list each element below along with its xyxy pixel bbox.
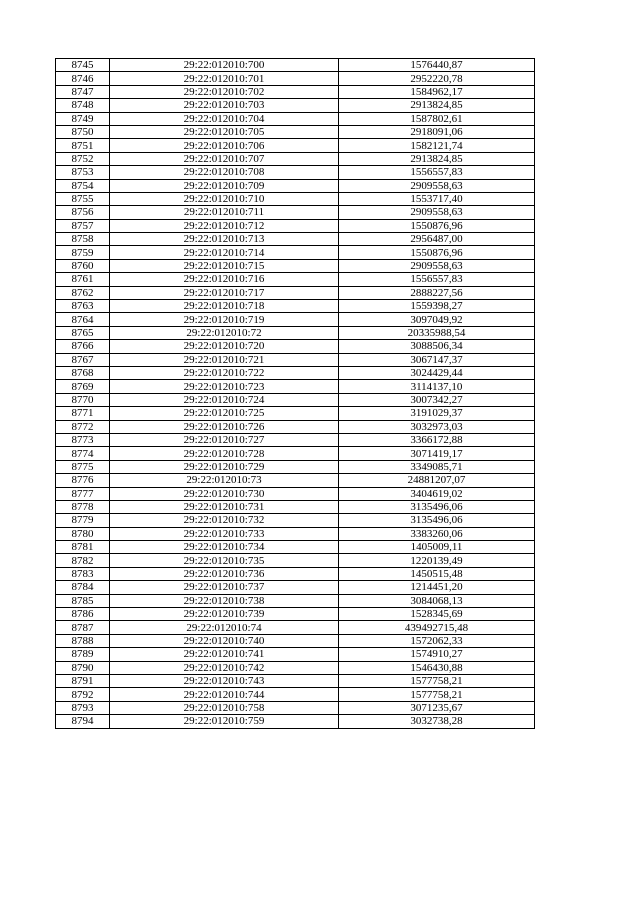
row-number-cell: 8750: [56, 125, 110, 138]
row-number-cell: 8783: [56, 567, 110, 580]
table-row: [56, 286, 535, 299]
value-cell: 3097049,92: [339, 313, 535, 326]
table-row: [56, 219, 535, 232]
row-number-cell: 8768: [56, 366, 110, 379]
cadastral-number-cell: 29:22:012010:708: [110, 166, 339, 179]
cadastral-number-cell: 29:22:012010:725: [110, 407, 339, 420]
value-cell: 3067147,37: [339, 353, 535, 366]
row-number-cell: 8757: [56, 219, 110, 232]
row-number-cell: 8753: [56, 166, 110, 179]
table-row: [56, 407, 535, 420]
table-row: [56, 500, 535, 513]
value-cell: 1559398,27: [339, 300, 535, 313]
cadastral-number-cell: 29:22:012010:739: [110, 608, 339, 621]
table-row: [56, 541, 535, 554]
table-row: [56, 581, 535, 594]
value-cell: 3007342,27: [339, 393, 535, 406]
table-row: [56, 366, 535, 379]
cadastral-number-cell: 29:22:012010:718: [110, 300, 339, 313]
value-cell: 24881207,07: [339, 474, 535, 487]
table-row: [56, 166, 535, 179]
row-number-cell: 8747: [56, 85, 110, 98]
row-number-cell: 8751: [56, 139, 110, 152]
row-number-cell: 8782: [56, 554, 110, 567]
row-number-cell: 8769: [56, 380, 110, 393]
row-number-cell: 8780: [56, 527, 110, 540]
table-row: [56, 273, 535, 286]
value-cell: 3071235,67: [339, 701, 535, 714]
row-number-cell: 8788: [56, 634, 110, 647]
cadastral-number-cell: 29:22:012010:740: [110, 634, 339, 647]
row-number-cell: 8745: [56, 59, 110, 72]
table-row: [56, 99, 535, 112]
value-cell: 2956487,00: [339, 233, 535, 246]
cadastral-number-cell: 29:22:012010:732: [110, 514, 339, 527]
value-cell: 1574910,27: [339, 648, 535, 661]
row-number-cell: 8790: [56, 661, 110, 674]
row-number-cell: 8793: [56, 701, 110, 714]
table-row: [56, 139, 535, 152]
value-cell: 3191029,37: [339, 407, 535, 420]
table-row: [56, 326, 535, 339]
value-cell: 439492715,48: [339, 621, 535, 634]
value-cell: 1550876,96: [339, 246, 535, 259]
value-cell: 2913824,85: [339, 99, 535, 112]
row-number-cell: 8773: [56, 433, 110, 446]
cadastral-number-cell: 29:22:012010:719: [110, 313, 339, 326]
value-cell: 3024429,44: [339, 366, 535, 379]
table-row: [56, 300, 535, 313]
row-number-cell: 8755: [56, 192, 110, 205]
table-row: [56, 246, 535, 259]
cadastral-number-cell: 29:22:012010:727: [110, 433, 339, 446]
table-row: [56, 527, 535, 540]
row-number-cell: 8770: [56, 393, 110, 406]
value-cell: 3135496,06: [339, 500, 535, 513]
value-cell: 1584962,17: [339, 85, 535, 98]
table-row: [56, 514, 535, 527]
value-cell: 3383260,06: [339, 527, 535, 540]
cadastral-number-cell: 29:22:012010:758: [110, 701, 339, 714]
cadastral-number-cell: 29:22:012010:721: [110, 353, 339, 366]
table-row: [56, 353, 535, 366]
table-row: [56, 125, 535, 138]
value-cell: 1220139,49: [339, 554, 535, 567]
table-row: [56, 701, 535, 714]
table-row: [56, 206, 535, 219]
value-cell: 1405009,11: [339, 541, 535, 554]
table-row: [56, 393, 535, 406]
cadastral-number-cell: 29:22:012010:702: [110, 85, 339, 98]
cadastral-number-cell: 29:22:012010:728: [110, 447, 339, 460]
row-number-cell: 8786: [56, 608, 110, 621]
value-cell: 2909558,63: [339, 259, 535, 272]
value-cell: 2909558,63: [339, 206, 535, 219]
row-number-cell: 8749: [56, 112, 110, 125]
table-row: [56, 487, 535, 500]
table-row: [56, 608, 535, 621]
cadastral-number-cell: 29:22:012010:709: [110, 179, 339, 192]
cadastral-number-cell: 29:22:012010:74: [110, 621, 339, 634]
value-cell: 1556557,83: [339, 166, 535, 179]
table-row: [56, 313, 535, 326]
cadastral-number-cell: 29:22:012010:73: [110, 474, 339, 487]
table-row: [56, 85, 535, 98]
table-row: [56, 152, 535, 165]
cadastral-number-cell: 29:22:012010:724: [110, 393, 339, 406]
cadastral-number-cell: 29:22:012010:735: [110, 554, 339, 567]
cadastral-number-cell: 29:22:012010:707: [110, 152, 339, 165]
table-row: [56, 447, 535, 460]
row-number-cell: 8760: [56, 259, 110, 272]
table-row: [56, 688, 535, 701]
table-row: [56, 433, 535, 446]
cadastral-number-cell: 29:22:012010:704: [110, 112, 339, 125]
row-number-cell: 8778: [56, 500, 110, 513]
cadastral-number-cell: 29:22:012010:703: [110, 99, 339, 112]
cadastral-number-cell: 29:22:012010:759: [110, 715, 339, 728]
table-row: [56, 259, 535, 272]
value-cell: 1577758,21: [339, 688, 535, 701]
value-cell: 2952220,78: [339, 72, 535, 85]
cadastral-number-cell: 29:22:012010:731: [110, 500, 339, 513]
cadastral-number-cell: 29:22:012010:712: [110, 219, 339, 232]
row-number-cell: 8756: [56, 206, 110, 219]
value-cell: 2918091,06: [339, 125, 535, 138]
cadastral-number-cell: 29:22:012010:705: [110, 125, 339, 138]
row-number-cell: 8767: [56, 353, 110, 366]
table-row: [56, 112, 535, 125]
cadastral-number-cell: 29:22:012010:720: [110, 340, 339, 353]
value-cell: 1572062,33: [339, 634, 535, 647]
cadastral-number-cell: 29:22:012010:736: [110, 567, 339, 580]
cadastral-number-cell: 29:22:012010:701: [110, 72, 339, 85]
row-number-cell: 8776: [56, 474, 110, 487]
value-cell: 1556557,83: [339, 273, 535, 286]
value-cell: 3135496,06: [339, 514, 535, 527]
value-cell: 20335988,54: [339, 326, 535, 339]
value-cell: 1550876,96: [339, 219, 535, 232]
value-cell: 2913824,85: [339, 152, 535, 165]
value-cell: 3349085,71: [339, 460, 535, 473]
value-cell: 3404619,02: [339, 487, 535, 500]
cadastral-number-cell: 29:22:012010:737: [110, 581, 339, 594]
table-row: [56, 460, 535, 473]
row-number-cell: 8746: [56, 72, 110, 85]
cadastral-value-table: [55, 58, 535, 729]
value-cell: 3071419,17: [339, 447, 535, 460]
cadastral-number-cell: 29:22:012010:716: [110, 273, 339, 286]
cadastral-number-cell: 29:22:012010:743: [110, 674, 339, 687]
value-cell: 1582121,74: [339, 139, 535, 152]
value-cell: 3366172,88: [339, 433, 535, 446]
row-number-cell: 8771: [56, 407, 110, 420]
cadastral-number-cell: 29:22:012010:742: [110, 661, 339, 674]
row-number-cell: 8764: [56, 313, 110, 326]
row-number-cell: 8772: [56, 420, 110, 433]
table-row: [56, 233, 535, 246]
table-row: [56, 648, 535, 661]
row-number-cell: 8775: [56, 460, 110, 473]
row-number-cell: 8761: [56, 273, 110, 286]
cadastral-number-cell: 29:22:012010:741: [110, 648, 339, 661]
cadastral-number-cell: 29:22:012010:713: [110, 233, 339, 246]
row-number-cell: 8794: [56, 715, 110, 728]
value-cell: 1214451,20: [339, 581, 535, 594]
value-cell: 1450515,48: [339, 567, 535, 580]
value-cell: 3084068,13: [339, 594, 535, 607]
cadastral-number-cell: 29:22:012010:717: [110, 286, 339, 299]
value-cell: 2888227,56: [339, 286, 535, 299]
cadastral-number-cell: 29:22:012010:738: [110, 594, 339, 607]
cadastral-number-cell: 29:22:012010:710: [110, 192, 339, 205]
row-number-cell: 8765: [56, 326, 110, 339]
cadastral-number-cell: 29:22:012010:706: [110, 139, 339, 152]
cadastral-number-cell: 29:22:012010:726: [110, 420, 339, 433]
table-row: [56, 594, 535, 607]
value-cell: 3114137,10: [339, 380, 535, 393]
row-number-cell: 8781: [56, 541, 110, 554]
row-number-cell: 8766: [56, 340, 110, 353]
table-row: [56, 380, 535, 393]
value-cell: 2909558,63: [339, 179, 535, 192]
value-cell: 3088506,34: [339, 340, 535, 353]
table-row: [56, 59, 535, 72]
row-number-cell: 8752: [56, 152, 110, 165]
row-number-cell: 8759: [56, 246, 110, 259]
table-row: [56, 179, 535, 192]
cadastral-number-cell: 29:22:012010:714: [110, 246, 339, 259]
value-cell: 1528345,69: [339, 608, 535, 621]
value-cell: 1576440,87: [339, 59, 535, 72]
cadastral-number-cell: 29:22:012010:72: [110, 326, 339, 339]
cadastral-number-cell: 29:22:012010:723: [110, 380, 339, 393]
cadastral-number-cell: 29:22:012010:744: [110, 688, 339, 701]
table-row: [56, 420, 535, 433]
cadastral-number-cell: 29:22:012010:729: [110, 460, 339, 473]
row-number-cell: 8762: [56, 286, 110, 299]
row-number-cell: 8789: [56, 648, 110, 661]
table-body: [56, 59, 535, 729]
value-cell: 1577758,21: [339, 674, 535, 687]
table-row: [56, 674, 535, 687]
row-number-cell: 8763: [56, 300, 110, 313]
table-row: [56, 621, 535, 634]
cadastral-number-cell: 29:22:012010:715: [110, 259, 339, 272]
value-cell: 1587802,61: [339, 112, 535, 125]
row-number-cell: 8774: [56, 447, 110, 460]
cadastral-number-cell: 29:22:012010:711: [110, 206, 339, 219]
cadastral-number-cell: 29:22:012010:734: [110, 541, 339, 554]
row-number-cell: 8784: [56, 581, 110, 594]
table-row: [56, 715, 535, 728]
value-cell: 3032738,28: [339, 715, 535, 728]
value-cell: 3032973,03: [339, 420, 535, 433]
row-number-cell: 8754: [56, 179, 110, 192]
row-number-cell: 8777: [56, 487, 110, 500]
cadastral-number-cell: 29:22:012010:733: [110, 527, 339, 540]
table-row: [56, 474, 535, 487]
table-row: [56, 192, 535, 205]
table-row: [56, 567, 535, 580]
row-number-cell: 8785: [56, 594, 110, 607]
row-number-cell: 8787: [56, 621, 110, 634]
row-number-cell: 8758: [56, 233, 110, 246]
table-row: [56, 634, 535, 647]
value-cell: 1553717,40: [339, 192, 535, 205]
row-number-cell: 8779: [56, 514, 110, 527]
row-number-cell: 8791: [56, 674, 110, 687]
table-row: [56, 340, 535, 353]
cadastral-number-cell: 29:22:012010:722: [110, 366, 339, 379]
table-row: [56, 661, 535, 674]
cadastral-number-cell: 29:22:012010:730: [110, 487, 339, 500]
row-number-cell: 8748: [56, 99, 110, 112]
value-cell: 1546430,88: [339, 661, 535, 674]
table-row: [56, 554, 535, 567]
row-number-cell: 8792: [56, 688, 110, 701]
cadastral-number-cell: 29:22:012010:700: [110, 59, 339, 72]
table-row: [56, 72, 535, 85]
